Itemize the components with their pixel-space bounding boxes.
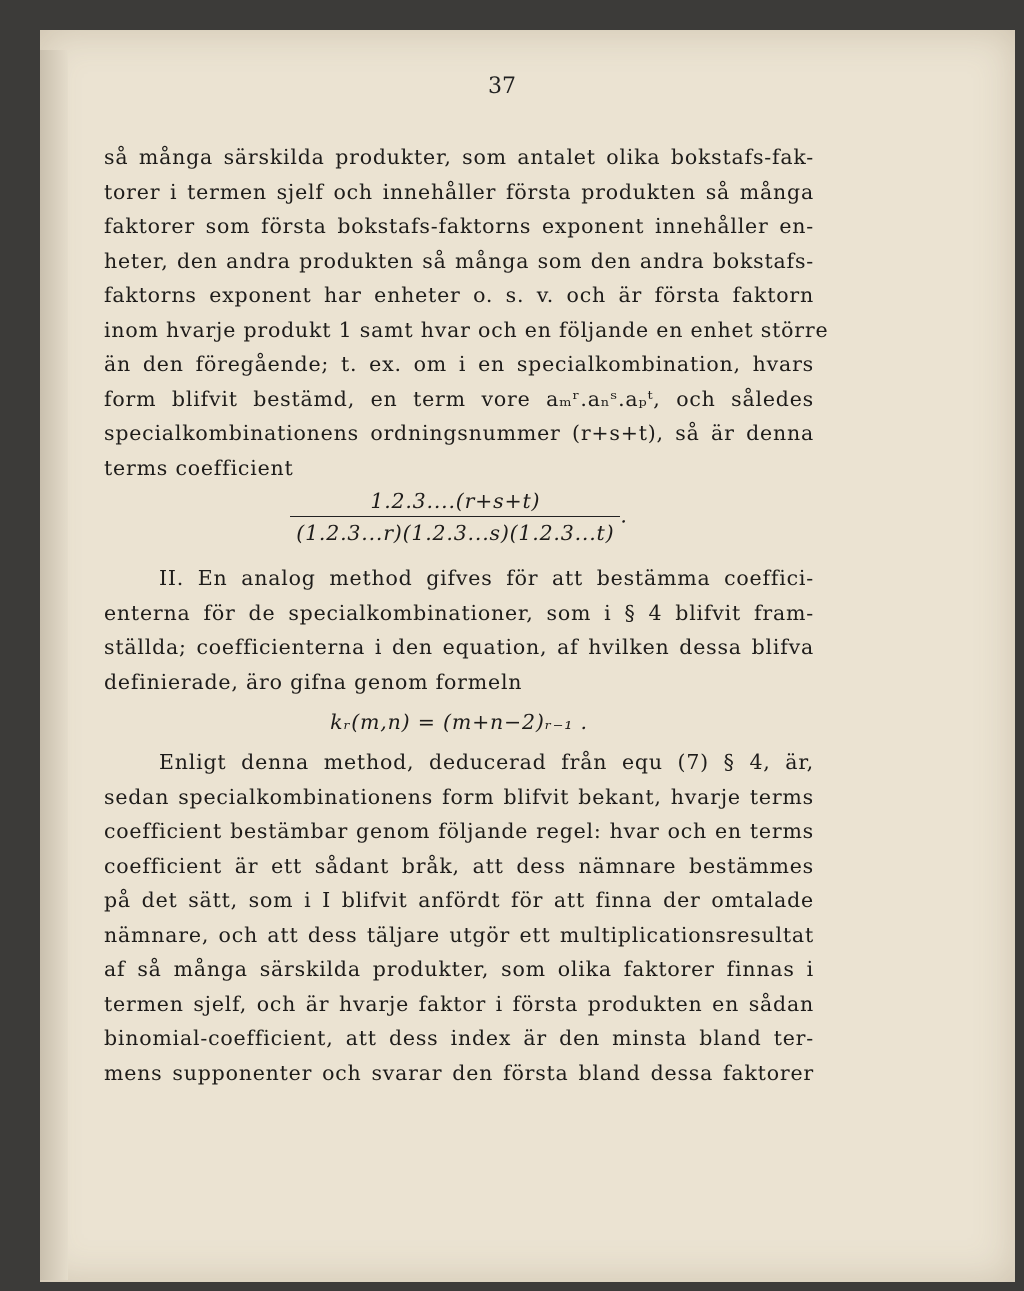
formula-period: . (620, 503, 628, 528)
page-gutter (40, 50, 68, 1280)
page-text (104, 140, 829, 1090)
page-number: 37 (488, 74, 516, 99)
text-line: faktorns exponent har enheter o. s. v. och är första faktorn (104, 283, 814, 307)
text-line: definierade, äro gifna genom formeln (104, 669, 523, 694)
text-line: termen sjelf, och är hvarje faktor i första produkten en sådan (104, 991, 814, 1016)
text-line: sedan specialkombinationens form blifvit bekant, hvarje terms (104, 784, 814, 809)
text-line: coefficient bestämbar genom följande regel: hvar och en terms (104, 819, 814, 843)
text-line: II. En analog method gifves för att bestämma coeffici- (159, 566, 814, 590)
text-line: af så många särskilda produkter, som olika faktorer finnas i (104, 957, 814, 981)
text-line: specialkombinationens ordningsnummer (r+s+t), så är denna (104, 421, 814, 445)
fraction-denominator: (1.2.3...r)(1.2.3...s)(1.2.3...t) (290, 516, 620, 545)
text-line: terms coefficient (104, 455, 294, 480)
text-line: torer i termen sjelf och innehåller första produkten så många (104, 179, 814, 204)
text-line: heter, den andra produkten så många som den andra bokstafs- (104, 248, 814, 273)
text-line: inom hvarje produkt 1 samt hvar och en följande en enhet större (104, 317, 829, 342)
text-line: nämnare, och att dess täljare utgör ett multiplicationsresultat (104, 922, 814, 947)
text-line: så många särskilda produkter, som antalet olika bokstafs-fak- (104, 145, 814, 169)
text-line: coefficient är ett sådant bråk, att dess nämnare bestämmes (104, 853, 814, 878)
text-line: mens supponenter och svarar den första bland dessa faktorer (104, 1060, 814, 1085)
text-line: ställda; coefficienterna i den equation, af hvilken dessa blifva (104, 635, 814, 659)
text-line: enterna för de specialkombinationer, som i § 4 blifvit fram- (104, 600, 814, 625)
fraction (290, 489, 620, 545)
text-line: binomial-coefficient, att dess index är den minsta bland ter- (104, 1026, 814, 1050)
coefficient-formula (104, 489, 814, 561)
text-line: på det sätt, som i I blifvit anfördt för att finna der omtalade (104, 888, 814, 912)
fraction-numerator: 1.2.3....(r+s+t) (370, 489, 541, 513)
text-line: form blifvit bestämd, en term vore aₘʳ.aₙˢ.aₚᵗ, och således (104, 386, 814, 411)
text-line: faktorer som första bokstafs-faktorns exponent innehåller en- (104, 214, 814, 238)
k-formula: kᵣ(m,n) = (m+n−2)ᵣ₋₁ . (330, 710, 588, 734)
book-page (40, 30, 1015, 1282)
text-line: än den föregående; t. ex. om i en specialkombination, hvars (104, 352, 814, 376)
text-line: Enligt denna method, deducerad från equ (7) § 4, är, (159, 750, 814, 774)
